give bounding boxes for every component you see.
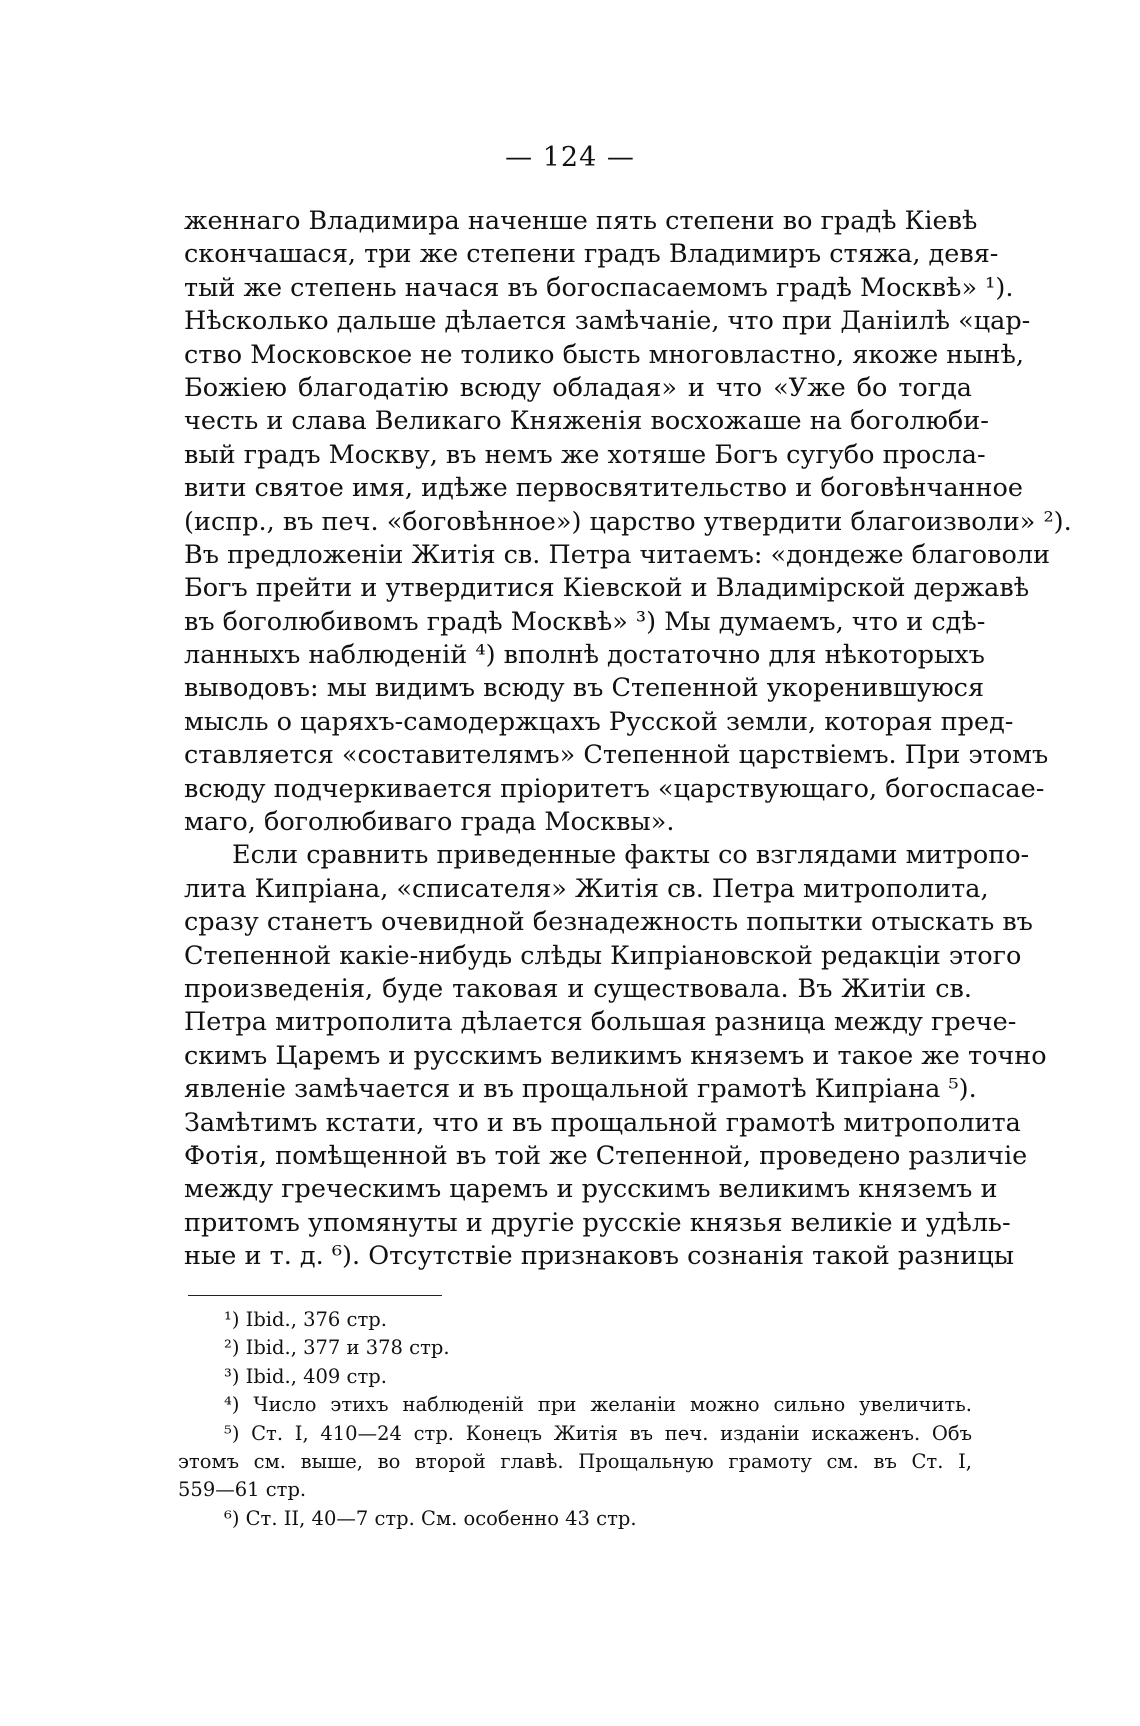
footnote-line: ¹) Ibid., 376 стр. <box>224 1308 387 1331</box>
text-line: Нѣсколько дальше дѣлается замѣчаніе, что при Даніилѣ «цар- <box>184 306 1031 337</box>
body-text <box>184 205 1072 1274</box>
text-line: Въ предложеніи Житія св. Петра читаемъ: «дондеже благоволи <box>184 539 1051 570</box>
footnote-divider <box>188 1295 442 1296</box>
text-line: Божіею благодатію всюду обладая» и что «Уже бо тогда <box>184 372 972 403</box>
text-line: вити святое имя, идѣже первосвятительство и боговѣнчанное <box>184 473 1023 504</box>
text-line: произведенія, буде таковая и существовала. Въ Житіи св. <box>184 973 972 1004</box>
text-line: ставляется «составителямъ» Степенной царствіемъ. При этомъ <box>184 740 1049 771</box>
text-line: Петра митрополита дѣлается большая разница между грече- <box>184 1007 1017 1038</box>
text-line: всюду подчеркивается пріоритетъ «царствующаго, богоспасае- <box>184 773 1045 804</box>
footnote-line: ³) Ibid., 409 стр. <box>224 1364 387 1388</box>
footnote-line: ⁵) Ст. I, 410—24 стр. Конецъ Житія въ печ. изданіи искаженъ. Объ <box>224 1421 972 1445</box>
text-line: честь и слава Великаго Княженія восхожаше на боголюби- <box>184 406 989 437</box>
text-line: выводовъ: мы видимъ всюду въ Степенной укоренившуюся <box>184 673 985 704</box>
text-line: скимъ Царемъ и русскимъ великимъ княземъ и такое же точно <box>184 1040 1047 1071</box>
text-line: маго, боголюбиваго града Москвы». <box>184 807 675 838</box>
text-line: Степенной какіе-нибудь слѣды Кипріановской редакціи этого <box>184 940 1022 971</box>
text-line: Фотія, помѣщенной въ той же Степенной, проведено различіе <box>184 1140 1028 1171</box>
text-line: ланныхъ наблюденій ⁴) вполнѣ достаточно для нѣкоторыхъ <box>184 640 985 671</box>
text-line: ство Московское не толико бысть многовластно, якоже нынѣ, <box>184 339 1025 370</box>
text-line: (испр., въ печ. «боговѣнное») царство утвердити благоизволи» ²). <box>184 506 1072 537</box>
footnote-line: ⁴) Число этихъ наблюденій при желаніи можно сильно увеличить. <box>224 1393 972 1417</box>
footnote-line: 559—61 стр. <box>178 1478 307 1502</box>
text-line: ные и т. д. ⁶). Отсутствіе признаковъ сознанія такой разницы <box>184 1241 1015 1272</box>
text-line: Богъ прейти и утвердитися Кіевской и Владимірской державѣ <box>184 573 1030 604</box>
text-line: сразу станетъ очевидной безнадежность попытки отыскать въ <box>184 907 1033 938</box>
text-line: лита Кипріана, «списателя» Житія св. Петра митрополита, <box>184 873 989 904</box>
text-line: вый градъ Москву, въ немъ же хотяше Богъ сугубо просла- <box>184 439 986 470</box>
text-line: явленіе замѣчается и въ прощальной грамотѣ Кипріана ⁵). <box>184 1074 977 1105</box>
text-line: притомъ упомянуты и другіе русскіе князья великіе и удѣль- <box>184 1207 1011 1238</box>
text-line: мысль о царяхъ-самодержцахъ Русской земли, которая пред- <box>184 706 1014 737</box>
footnote-line: ²) Ibid., 377 и 378 стр. <box>224 1336 450 1360</box>
text-line: тый же степень начася въ богоспасаемомъ градѣ Москвѣ» ¹). <box>184 272 1014 303</box>
text-line: Если сравнить приведенные факты со взглядами митропо- <box>232 840 1030 871</box>
footnote-line: ⁶) Ст. II, 40—7 стр. См. особенно 43 стр. <box>224 1506 637 1530</box>
text-line: Замѣтимъ кстати, что и въ прощальной грамотѣ митрополита <box>184 1107 1021 1138</box>
footnotes <box>178 1306 972 1533</box>
footnote-line: этомъ см. выше, во второй главѣ. Прощальную грамоту см. въ Ст. I, <box>178 1449 972 1473</box>
text-line: женнаго Владимира наченше пять степени во градѣ Кіевѣ <box>184 206 978 236</box>
text-line: между греческимъ царемъ и русскимъ великимъ княземъ и <box>184 1174 998 1205</box>
page-number: — 124 — <box>505 142 635 173</box>
text-line: скончашася, три же степени градъ Владимиръ стяжа, девя- <box>184 239 999 270</box>
text-line: въ боголюбивомъ градѣ Москвѣ» ³) Мы думаемъ, что и сдѣ- <box>184 606 986 637</box>
